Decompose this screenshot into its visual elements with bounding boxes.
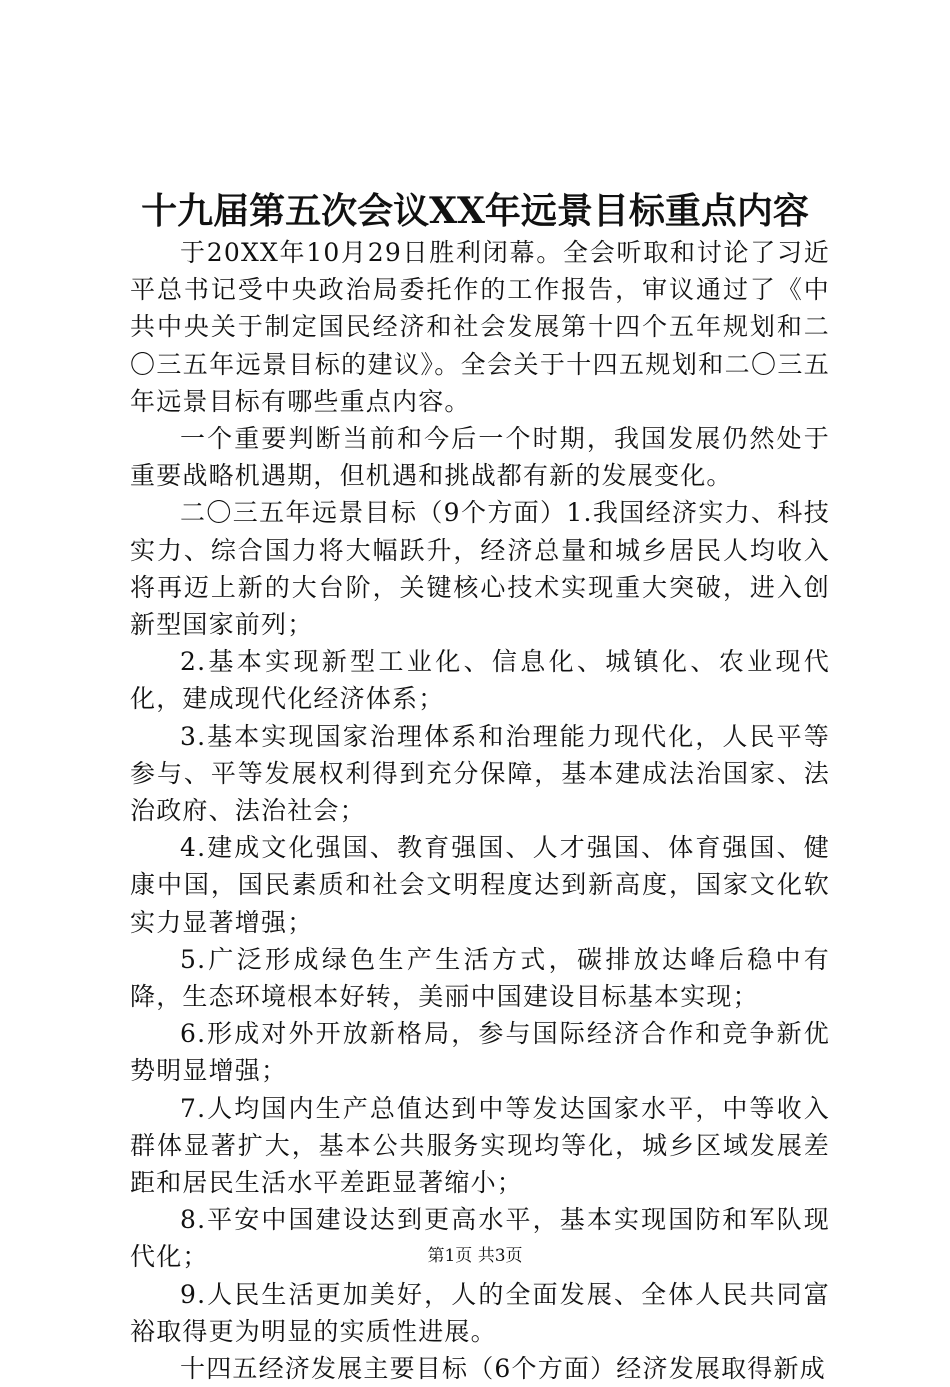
document-body: [130, 234, 830, 1387]
paragraph: 二〇三五年远景目标（9个方面）1.我国经济实力、科技实力、综合国力将大幅跃升，经济总量和城乡居民人均收入将再迈上新的大台阶，关键核心技术实现重大突破，进入创新型国家前列；: [130, 498, 830, 640]
paragraph: 8.平安中国建设达到更高水平，基本实现国防和军队现代化；: [130, 1205, 830, 1272]
paragraph: 十四五经济发展主要目标（6个方面）经济发展取得新成: [180, 1354, 826, 1384]
paragraph: 2.基本实现新型工业化、信息化、城镇化、农业现代化，建成现代化经济体系；: [130, 647, 830, 714]
paragraph: 9.人民生活更加美好，人的全面发展、全体人民共同富裕取得更为明显的实质性进展。: [130, 1279, 830, 1346]
paragraph: 6.形成对外开放新格局，参与国际经济合作和竞争新优势明显增强；: [130, 1019, 830, 1086]
document-title: 十九届第五次会议XX年远景目标重点内容: [141, 190, 809, 232]
paragraph: 5.广泛形成绿色生产生活方式，碳排放达峰后稳中有降，生态环境根本好转，美丽中国建设目标基本实现；: [130, 944, 830, 1012]
paragraph: 7.人均国内生产总值达到中等发达国家水平，中等收入群体显著扩大，基本公共服务实现均等化，城乡区域发展差距和居民生活水平差距显著缩小；: [130, 1093, 830, 1198]
page-footer: 第1页 共3页: [427, 1246, 523, 1266]
paragraph: 于20XX年10月29日胜利闭幕。全会听取和讨论了习近平总书记受中央政治局委托作的工作报告，审议通过了《中共中央关于制定国民经济和社会发展第十四个五年规划和二〇三五年远景目标的建议》。全会关于十四五规划和二〇三五年远景目标有哪些重点内容。: [130, 238, 830, 416]
paragraph: 一个重要判断当前和今后一个时期，我国发展仍然处于重要战略机遇期，但机遇和挑战都有新的发展变化。: [130, 424, 830, 491]
paragraph: 3.基本实现国家治理体系和治理能力现代化，人民平等参与、平等发展权利得到充分保障，基本建成法治国家、法治政府、法治社会；: [130, 721, 830, 826]
paragraph: 4.建成文化强国、教育强国、人才强国、体育强国、健康中国，国民素质和社会文明程度达到新高度，国家文化软实力显著增强；: [130, 833, 830, 937]
